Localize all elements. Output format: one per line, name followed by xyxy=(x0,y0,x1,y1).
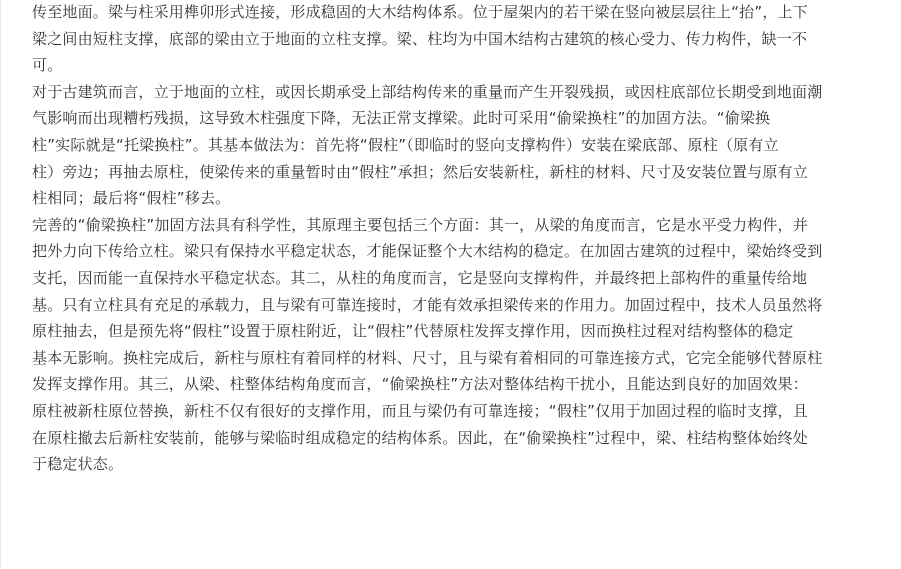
text-line: 把外力向下传给立柱。梁只有保持水平稳定状态，才能保证整个大木结构的稳定。在加固古建筑的过程中，梁始终受到 xyxy=(32,242,823,261)
text-line: 柱”实际就是“托梁换柱”。其基本做法为：首先将“假柱”（即临时的竖向支撑构件）安装在梁底部、原柱（原有立 xyxy=(32,135,779,154)
text-line: 可。 xyxy=(32,56,63,75)
text-line: 于稳定状态。 xyxy=(32,455,124,474)
text-line: 完善的“偷梁换柱”加固方法具有科学性，其原理主要包括三个方面：其一，从梁的角度而言，它是水平受力构件，并 xyxy=(32,215,808,234)
paragraph-method xyxy=(32,79,868,212)
text-line: 原柱抽去，但是预先将“假柱”设置于原柱附近，让“假柱”代替原柱发挥支撑作用，因而换柱过程对结构整体的稳定 xyxy=(32,322,794,341)
text-line: 原柱被新柱原位替换，新柱不仅有很好的支撑作用，而且与梁仍有可靠连接；“假柱”仅用于加固过程的临时支撑，且 xyxy=(32,401,808,420)
paragraph-principles xyxy=(32,212,868,478)
text-line: 梁之间由短柱支撑，底部的梁由立于地面的立柱支撑。梁、柱均为中国木结构古建筑的核心受力、传力构件，缺一不 xyxy=(32,29,808,48)
text-line: 在原柱撤去后新柱安装前，能够与梁临时组成稳定的结构体系。因此，在“偷梁换柱”过程中，梁、柱结构整体始终处 xyxy=(32,428,808,447)
text-line: 支托，因而能一直保持水平稳定状态。其二，从柱的角度而言，它是竖向支撑构件，并最终把上部构件的重量传给地 xyxy=(32,268,808,287)
text-line: 传至地面。梁与柱采用榫卯形式连接，形成稳固的大木结构体系。位于屋架内的若干梁在竖向被层层往上“抬”，上下 xyxy=(32,3,808,21)
text-line: 发挥支撑作用。其三，从梁、柱整体结构角度而言，“偷梁换柱”方法对整体结构干扰小，且能达到良好的加固效果： xyxy=(32,375,808,394)
article-body xyxy=(32,0,868,478)
text-line: 对于古建筑而言，立于地面的立柱，或因长期承受上部结构传来的重量而产生开裂残损，或因柱底部位长期受到地面潮 xyxy=(32,82,823,101)
paragraph-structure xyxy=(32,0,868,79)
text-line: 柱）旁边；再抽去原柱，使梁传来的重量暂时由“假柱”承担；然后安装新柱，新柱的材料、尺寸及安装位置与原有立 xyxy=(32,162,808,181)
text-line: 气影响而出现糟朽残损，这导致木柱强度下降，无法正常支撑梁。此时可采用“偷梁换柱”的加固方法。“偷梁换 xyxy=(32,109,771,128)
text-line: 基。只有立柱具有充足的承载力，且与梁有可靠连接时，才能有效承担梁传来的作用力。加固过程中，技术人员虽然将 xyxy=(32,295,823,314)
text-line: 基本无影响。换柱完成后，新柱与原柱有着同样的材料、尺寸，且与梁有着相同的可靠连接方式，它完全能够代替原柱 xyxy=(32,348,823,367)
text-line: 柱相同；最后将“假柱”移去。 xyxy=(32,189,231,208)
